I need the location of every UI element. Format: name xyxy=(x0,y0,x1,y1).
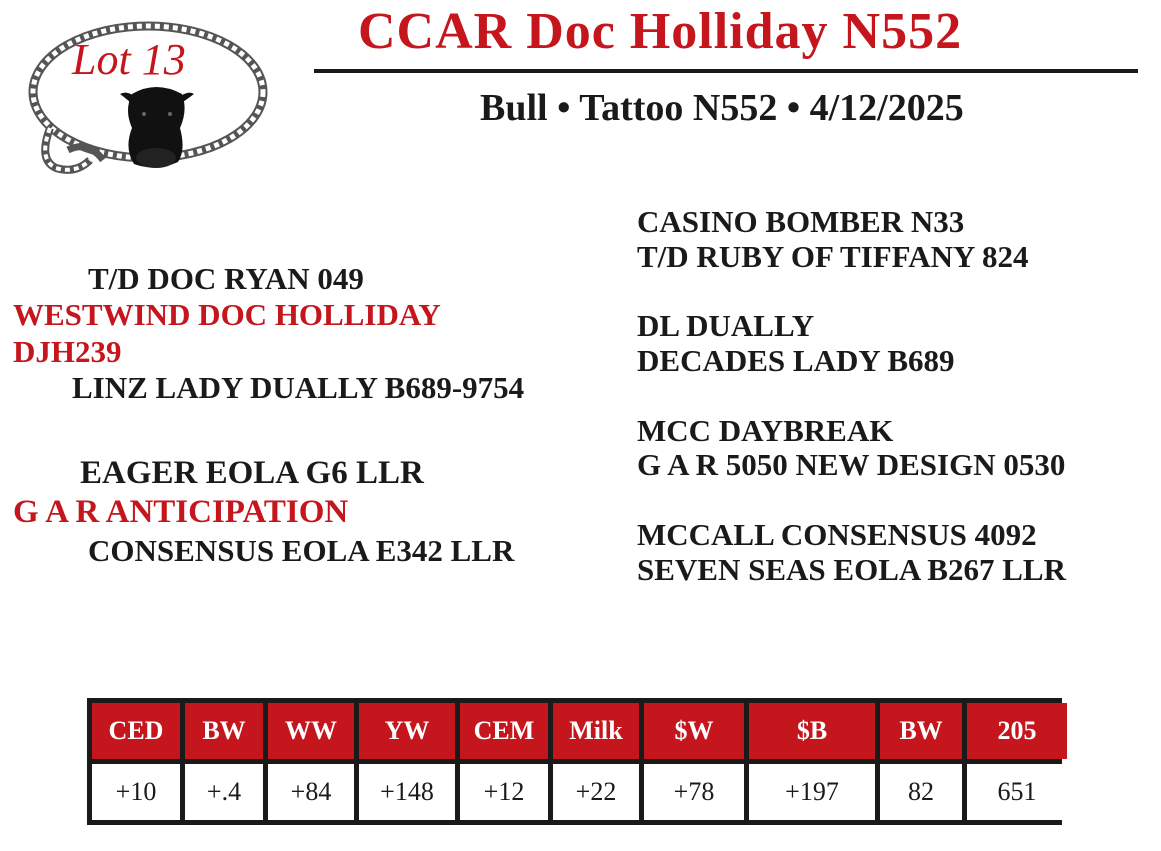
dam-dam: CONSENSUS EOLA E342 LLR xyxy=(88,533,515,568)
sire-dam: LINZ LADY DUALLY B689-9754 xyxy=(72,370,525,405)
sire-sire-dam: T/D RUBY OF TIFFANY 824 xyxy=(637,239,1029,274)
dam-name: G A R ANTICIPATION xyxy=(13,494,349,530)
sire-sire: T/D DOC RYAN 049 xyxy=(88,261,364,296)
epd-value-bw: +.4 xyxy=(185,764,263,820)
epd-value-b-index: +197 xyxy=(749,764,875,820)
animal-details-subtitle: Bull • Tattoo N552 • 4/12/2025 xyxy=(480,87,964,129)
epd-header-cem: CEM xyxy=(460,703,548,759)
epd-value-cem: +12 xyxy=(460,764,548,820)
epd-value-yw: +148 xyxy=(359,764,455,820)
sire-name-line2: DJH239 xyxy=(13,334,122,369)
epd-header-milk: Milk xyxy=(553,703,639,759)
epd-header-w-index: $W xyxy=(644,703,744,759)
epd-value-ww: +84 xyxy=(268,764,354,820)
epd-value-w-index: +78 xyxy=(644,764,744,820)
sire-sire-sire: CASINO BOMBER N33 xyxy=(637,204,965,239)
dam-dam-sire: MCCALL CONSENSUS 4092 xyxy=(637,517,1037,552)
sire-dam-sire: DL DUALLY xyxy=(637,308,815,343)
dam-sire-dam: G A R 5050 NEW DESIGN 0530 xyxy=(637,447,1066,482)
epd-value-actual-bw: 82 xyxy=(880,764,962,820)
epd-value-milk: +22 xyxy=(553,764,639,820)
lot-number: Lot 13 xyxy=(72,35,186,84)
epd-header-205: 205 xyxy=(967,703,1067,759)
title-divider xyxy=(314,69,1138,73)
epd-header-ced: CED xyxy=(92,703,180,759)
epd-value-ced: +10 xyxy=(92,764,180,820)
animal-name-title: CCAR Doc Holliday N552 xyxy=(358,3,963,60)
sire-name: WESTWIND DOC HOLLIDAY xyxy=(13,297,441,332)
epd-header-yw: YW xyxy=(359,703,455,759)
epd-table xyxy=(87,698,1062,825)
sire-dam-dam: DECADES LADY B689 xyxy=(637,343,955,378)
epd-value-205: 651 xyxy=(967,764,1067,820)
epd-header-row xyxy=(92,703,1067,759)
epd-header-bw: BW xyxy=(185,703,263,759)
epd-value-row xyxy=(92,764,1067,820)
dam-sire: EAGER EOLA G6 LLR xyxy=(80,455,424,491)
dam-sire-sire: MCC DAYBREAK xyxy=(637,413,894,448)
epd-header-ww: WW xyxy=(268,703,354,759)
epd-header-b-index: $B xyxy=(749,703,875,759)
epd-header-actual-bw: BW xyxy=(880,703,962,759)
dam-dam-dam: SEVEN SEAS EOLA B267 LLR xyxy=(637,552,1066,587)
